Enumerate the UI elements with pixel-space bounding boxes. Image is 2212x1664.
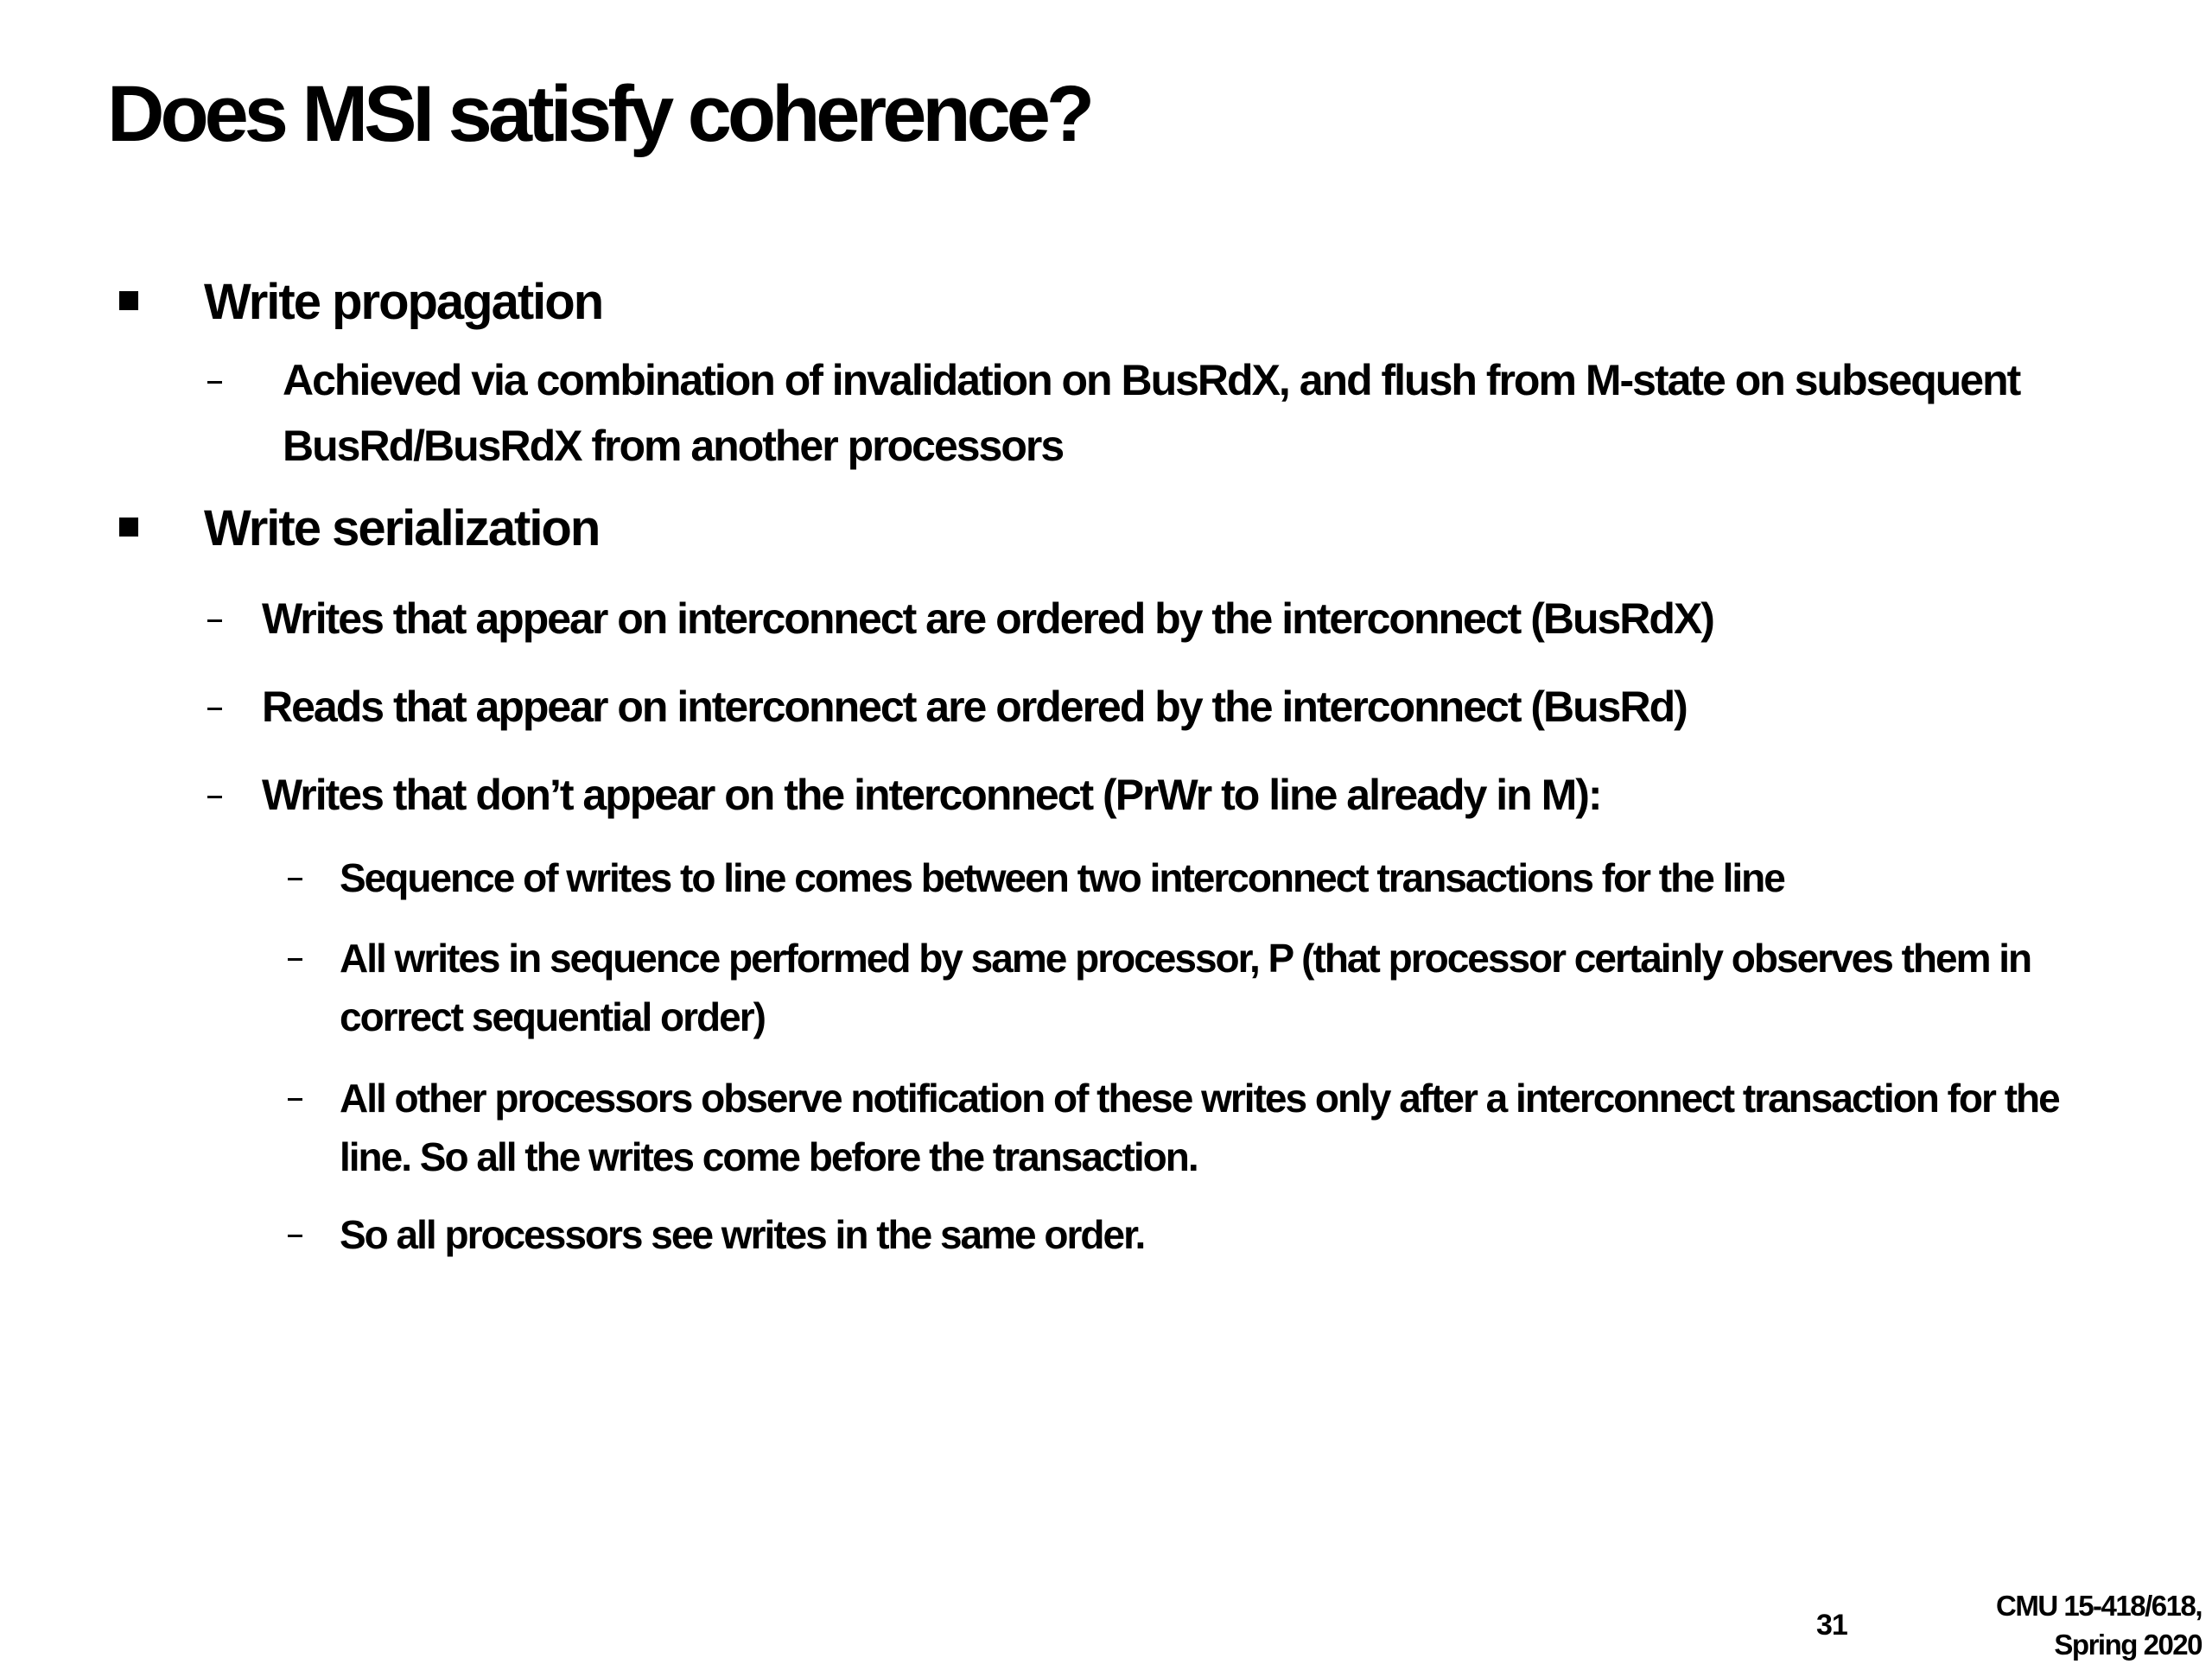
bullet-write-serialization: Write serialization: [204, 500, 600, 556]
slide-title: Does MSI satisfy coherence?: [107, 70, 1091, 158]
sub-item-text: Writes that don’t appear on the interconnect (PrWr to line already in M):: [262, 771, 1601, 819]
square-bullet-icon: [119, 291, 138, 310]
dash-bullet-icon: [207, 708, 222, 710]
sub-item-text: Writes that appear on interconnect are ordered by the interconnect (BusRdX): [262, 594, 1713, 643]
dash-bullet-icon: [288, 1235, 302, 1237]
sub-item-text: BusRd/BusRdX from another processors: [283, 422, 1064, 470]
nested-item-text: All writes in sequence performed by same processor, P (that processor certainly observes them in: [340, 936, 2031, 981]
sub-item-text: Achieved via combination of invalidation on BusRdX, and flush from M-state on subsequent: [283, 356, 2020, 404]
nested-item-text: Sequence of writes to line comes between two interconnect transactions for the line: [340, 855, 1784, 900]
dash-bullet-icon: [288, 958, 302, 961]
page-number: 31: [1816, 1609, 1847, 1642]
nested-item-text: correct sequential order): [340, 994, 765, 1039]
nested-item-text: All other processors observe notification of these writes only after a interconnect transaction for the: [340, 1076, 2059, 1121]
course-label: [1996, 1586, 2202, 1664]
course-line-2: Spring 2020: [2054, 1629, 2202, 1661]
nested-item-text: line. So all the writes come before the transaction.: [340, 1134, 1198, 1179]
dash-bullet-icon: [207, 619, 222, 622]
dash-bullet-icon: [207, 381, 222, 384]
sub-item-text: Reads that appear on interconnect are ordered by the interconnect (BusRd): [262, 683, 1687, 731]
square-bullet-icon: [119, 518, 138, 537]
course-line-1: CMU 15-418/618,: [1996, 1590, 2202, 1622]
dash-bullet-icon: [207, 796, 222, 798]
bullet-write-propagation: Write propagation: [204, 274, 603, 330]
dash-bullet-icon: [288, 1098, 302, 1101]
dash-bullet-icon: [288, 878, 302, 880]
nested-item-text: So all processors see writes in the same order.: [340, 1212, 1145, 1257]
